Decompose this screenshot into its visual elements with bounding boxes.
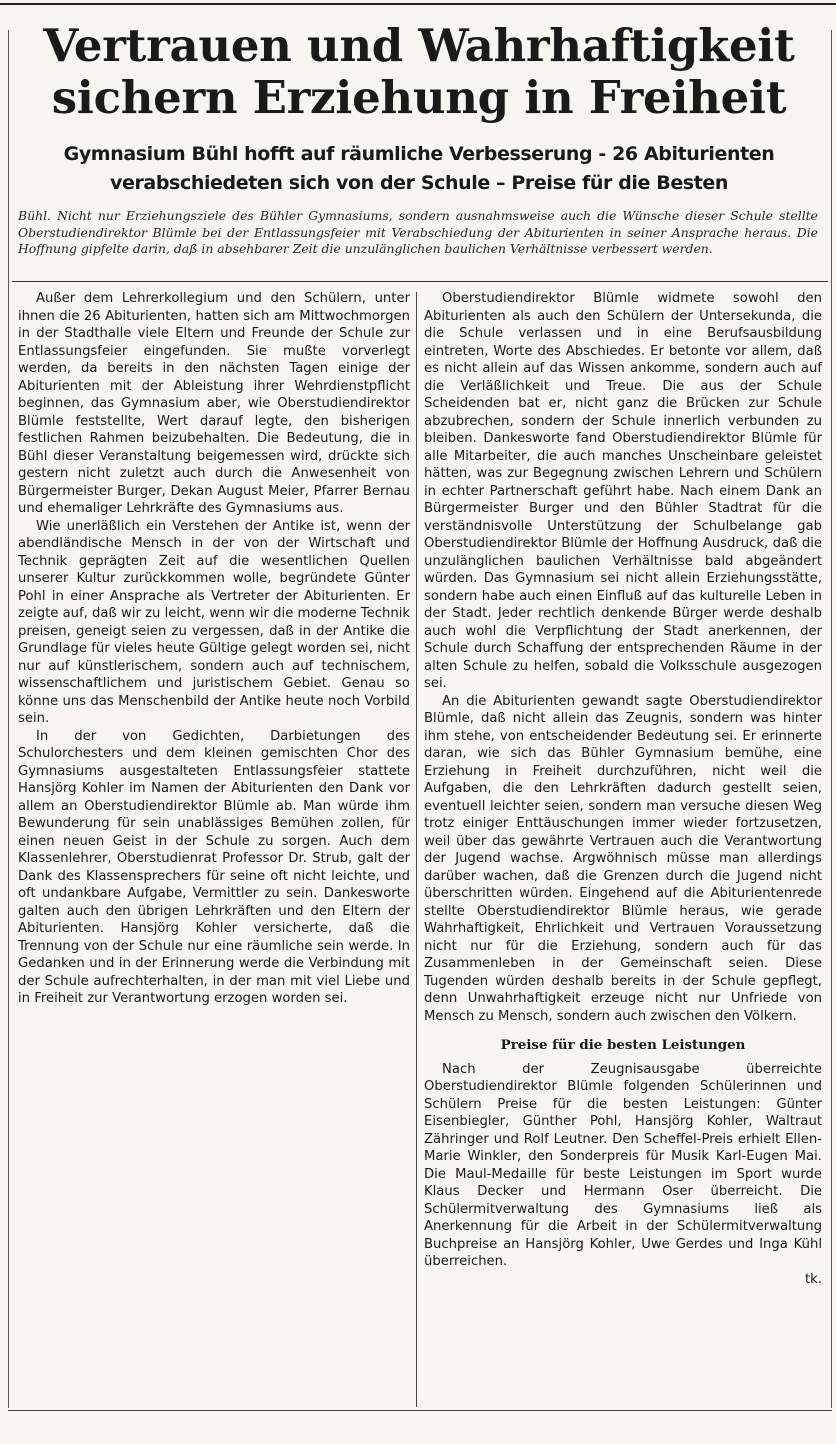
top-rule <box>0 3 836 5</box>
body-paragraph: An die Abiturienten gewandt sagte Oberstudiendirektor Blümle, daß nicht allein das Zeugnis, sondern was hinter ihm stehe, von entscheidender Bedeutung sei. Er erinnerte daran, wie sich das Bühler Gymnasium bemühe, eine Erziehung in Freiheit durchzuführen, nicht weil die Aufgaben, die den Lehrkräften dadurch gestellt seien, eventuell leichter seien, sondern man versuche diesen Weg trotz einiger Enttäuschungen immer wieder fortzusetzen, weil über das gewährte Vertrauen auch die Verantwortung der Jugend wachse. Argwöhnisch müsse man allerdings darüber wachen, daß die Grenzen durch die Jugend nicht überschritten würden. Eingehend auf die Abiturientenrede stellte Oberstudiendirektor Blümle heraus, wie gerade Wahrhaftigkeit, Ehrlichkeit und Vertrauen Voraussetzung nicht nur für die Erziehung, sondern auch für das Zusammenleben in der Gemeinschaft seien. Diese Tugenden würden deshalb bereits in der Schule gepflegt, denn Unwahrhaftigkeit erzeuge nicht nur Unfriede von Mensch zu Mensch, sondern auch zwischen den Völkern. <box>424 693 822 1024</box>
section-heading: Preise für die besten Leistungen <box>500 1037 746 1053</box>
right-column <box>424 290 822 1288</box>
lead-divider <box>12 281 828 282</box>
lead-paragraph: Bühl. Nicht nur Erziehungsziele des Bühler Gymnasiums, sondern ausnahmsweise auch die Wünsche dieser Schule stellte Oberstudiendirektor Blümle bei der Entlassungsfeier mit Verabschiedung der Abiturienten in seiner Ansprache heraus. Die Hoffnung gipfelte darin, daß in absehbarer Zeit die unzulänglichen baulichen Verhältnisse verbessert werden. <box>18 208 818 256</box>
bottom-rule <box>8 1410 832 1411</box>
column-divider <box>416 292 417 1407</box>
author-signature: tk. <box>805 1271 822 1287</box>
body-paragraph: Außer dem Lehrerkollegium und den Schülern, unter ihnen die 26 Abiturienten, hatten sich am Mittwochmorgen in der Stadthalle viele Eltern und Freunde der Schule zur Entlassungsfeier eingefunden. Sie mußte vorverlegt werden, da bereits in den nächsten Tagen einige der Abiturienten mit der Ableistung ihrer Wehrdienstpflicht beginnen, das Gymnasium aber, wie Oberstudiendirektor Blümle feststellte, Wert darauf legte, den bisherigen festlichen Rahmen beizubehalten. Die Bedeutung, die in Bühl dieser Veranstaltung beigemessen wird, drückte sich gestern nicht zuletzt auch durch die Anwesenheit von Bürgermeister Burger, Dekan August Meier, Pfarrer Bernau und ehemaliger Lehrkräfte des Gymnasiums aus. <box>18 291 410 516</box>
left-border-rule <box>8 30 9 1408</box>
right-border-rule <box>831 30 832 1408</box>
subheadline: Gymnasium Bühl hofft auf räumliche Verbesserung - 26 Abiturienten verabschiedeten sich von der Schule – Preise für die Besten <box>63 143 775 194</box>
body-paragraph: In der von Gedichten, Darbietungen des Schulorchesters und dem kleinen gemischten Chor des Gymnasiums ausgestalteten Entlassungsfeier stattete Hansjörg Kohler im Namen der Abiturienten den Dank vor allem an Oberstudiendirektor Blümle ab. Man würde ihm Bewunderung für sein unablässiges Bemühen zollen, für einen neuen Geist in der Schule zu sorgen. Auch dem Klassenlehrer, Oberstudienrat Professor Dr. Strub, galt der Dank des Klassensprechers für seine oft nicht leichte, und oft undankbare Aufgabe, Vermittler zu sein. Dankesworte galten auch den übrigen Lehrkräften und den Eltern der Abiturienten. Hansjörg Kohler versicherte, daß die Trennung von der Schule nur eine räumliche sein werde. In Gedanken und in der Erinnerung werde die Verbindung mit der Schule aufrechterhalten, in der man mit viel Liebe und in Freiheit zur Verantwortung erzogen worden sei. <box>18 728 410 1006</box>
left-column <box>18 290 410 1008</box>
body-paragraph: Wie unerläßlich ein Verstehen der Antike ist, wenn der abendländische Mensch in der von der Wirtschaft und Technik geprägten Zeit auf die wesentlichen Quellen unserer Kultur zurückkommen wolle, begründete Günter Pohl in einer Ansprache als Vertreter der Abiturienten. Er zeigte auf, daß wir zu leicht, wenn wir die moderne Technik preisen, geneigt seien zu vergessen, daß in der Antike die Grundlage für vieles heute Gültige gelegt worden sei, nicht nur auf künstlerischem, sondern auch auf technischem, wissenschaftlichem und juristischem Gebiet. Genau so könne uns das Menschenbild der Antike heute noch Vorbild sein. <box>18 518 410 726</box>
headline: Vertrauen und Wahrhaftigkeit sichern Erziehung in Freiheit <box>43 19 795 124</box>
prize-paragraph: Nach der Zeugnisausgabe überreichte Oberstudiendirektor Blümle folgenden Schülerinnen und Schülern Preise für die besten Leistungen: Günter Eisenbiegler, Günther Pohl, Hansjörg Kohler, Waltraut Zähringer und Rolf Leutner. Den Scheffel-Preis erhielt Ellen-Marie Winkler, den Sonderpreis für Musik Karl-Eugen Mai. Die Maul-Medaille für beste Leistungen im Sport wurde Klaus Decker und Hermann Oser überreicht. Die Schülermitverwaltung des Gymnasiums ließ als Anerkennung für die Arbeit in der Schülermitverwaltung Buchpreise an Hansjörg Kohler, Uwe Gerdes und Inga Kühl überreichen. <box>424 1061 822 1269</box>
body-paragraph: Oberstudiendirektor Blümle widmete sowohl den Abiturienten als auch den Schülern der Untersekunda, die die Schule verlassen und in eine Berufsausbildung eintreten, Worte des Abschiedes. Er betonte vor allem, daß es nicht allein auf das Wissen ankomme, sondern auch auf die Verläßlichkeit und Treue. Die aus der Schule Scheidenden bat er, nicht ganz die Brücken zur Schule abzubrechen, sondern der Schule innerlich verbunden zu bleiben. Dankesworte fand Oberstudiendirektor Blümle für alle Mitarbeiter, die auch manches Unscheinbare geleistet hätten, was zur Begegnung zwischen Lehrern und Schülern in echter Partnerschaft geführt habe. Nach einem Dank an Bürgermeister Burger und den Bühler Stadtrat für die verständnisvolle Unterstützung der Schulbelange gab Oberstudiendirektor Blümle der Hoffnung Ausdruck, daß die unzulänglichen baulichen Verhältnisse bald abgeändert würden. Das Gymnasium sei nicht allein Erziehungsstätte, sondern habe auch einen Einfluß auf das kulturelle Leben in der Stadt. Jeder rechtlich denkende Bürger werde deshalb auch wohl die Verpflichtung der Stadt anerkennen, der Schule durch Schaffung der entsprechenden Räume in der alten Schule zu helfen, sobald die Volksschule ausgezogen sei. <box>424 291 822 691</box>
